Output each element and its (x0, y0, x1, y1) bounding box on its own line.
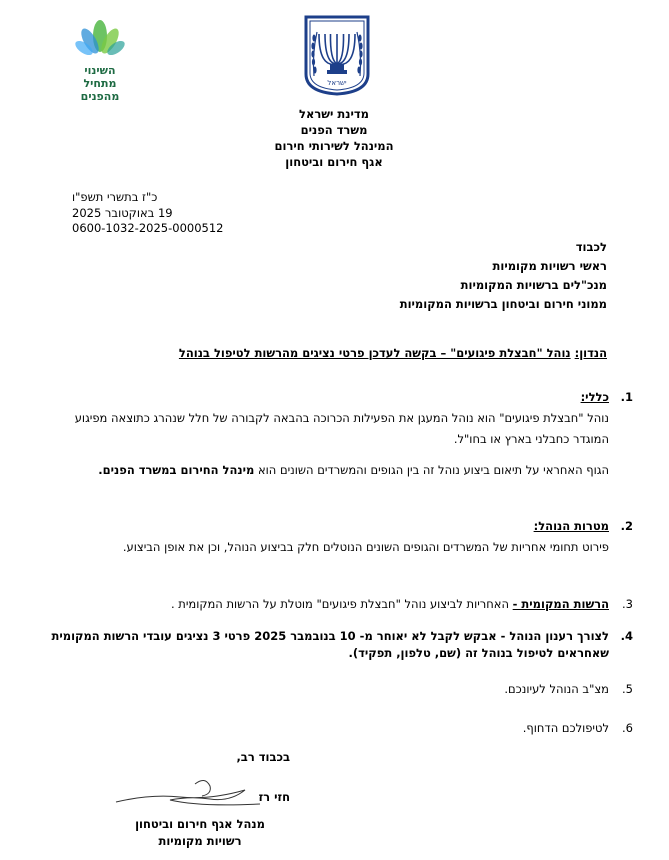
recipient-3: ממוני חירום וביטחון ברשויות המקומיות (399, 297, 607, 311)
section-5-number: 5. (622, 682, 633, 696)
signer-title-1: מנהל אגף חירום וביטחון (135, 817, 265, 831)
section-1-paragraph-2-text: הגוף האחראי על תיאום ביצוע נוהל זה בין הגופים והמשרדים השונים הוא (257, 463, 609, 477)
section-1-number: 1. (620, 390, 633, 404)
section-3 (49, 597, 633, 611)
closing: בכבוד רב, (236, 750, 290, 764)
letterhead (234, 106, 434, 170)
header-state: מדינת ישראל (299, 107, 369, 121)
ministry-logo (70, 16, 130, 108)
section-1-title: כללי: (580, 390, 609, 404)
signer-title-2: רשויות מקומיות (158, 834, 242, 848)
recipients-honor: לכבוד (575, 240, 607, 254)
section-4-text: לצורך רענון הנוהל - אבקש לקבל לא יאוחר מ- 10 בנובמבר 2025 פרטי 3 נציגים עובדי הרשות המקומית שאחראים לטיפול בנוהל זה (שם, טלפון, תפקיד). (51, 629, 609, 660)
logo-text-3: מהפנים (80, 90, 120, 103)
signer-title (110, 816, 290, 850)
section-5-text: מצ"ב הנוהל לעיונכם. (504, 682, 609, 696)
section-6 (49, 721, 633, 735)
menorah-emblem-icon (303, 14, 371, 96)
section-4-number: 4. (620, 629, 633, 643)
logo-text-1: השינוי (84, 64, 116, 77)
section-5 (49, 682, 633, 696)
section-1 (49, 390, 633, 481)
section-2-title: מטרות הנוהל: (533, 519, 609, 533)
header-directorate: המינהל לשירותי חירום (274, 139, 394, 153)
section-1-paragraph-2-bold: מינהל החירום במשרד הפנים. (98, 463, 255, 477)
leaf-logo-icon (70, 16, 130, 60)
section-2-number: 2. (620, 519, 633, 533)
section-1-paragraph-1: נוהל "חבצלת פיגועים" הוא נוהל המעגן את הפעילות הכרוכה בהבאה לקבורה של חלל שנהרג כתוצאה מפיגוע המוגדר כחבלני בארץ או בחו"ל. (74, 411, 609, 446)
recipients (187, 238, 607, 314)
section-6-text: לטיפולכם הדחוף. (522, 721, 609, 735)
section-6-number: 6. (622, 721, 633, 735)
section-3-bold: הרשות המקומית - (512, 597, 609, 611)
recipient-1: ראשי רשויות מקומיות (492, 259, 607, 273)
logo-text-2: מתחיל (83, 77, 117, 90)
reference-number: 0600-1032-2025-0000512 (72, 221, 224, 235)
hebrew-date: כ"ז בתשרי תשפ"ו (72, 190, 158, 204)
header-ministry: משרד הפנים (300, 123, 368, 137)
signer-name: חזי רז (258, 790, 290, 804)
subject-line (47, 346, 607, 360)
subject-text: נוהל "חבצלת פיגועים" – בקשה לעדכן פרטי נציגים מהרשות לטיפול בנוהל (178, 346, 571, 360)
subject-label: הנדון: (574, 346, 607, 360)
state-emblem (303, 14, 371, 96)
section-4 (49, 628, 633, 662)
section-2-paragraph: פירוט תחומי אחריות של המשרדים והגופים השונים הנוטלים חלק בביצוע הנוהל, וכן את אופן הביצוע. (122, 540, 609, 554)
recipient-2: מנכ"לים ברשויות המקומיות (460, 278, 607, 292)
section-3-text: האחריות לביצוע נוהל "חבצלת פיגועים" מוטלת על הרשות המקומית . (170, 597, 509, 611)
section-2 (49, 519, 633, 558)
section-1-paragraph-2 (49, 460, 609, 481)
date-block (72, 190, 223, 237)
gregorian-date: 19 באוקטובר 2025 (72, 205, 173, 220)
header-division: אגף חירום וביטחון (285, 155, 383, 169)
section-3-number: 3. (622, 597, 633, 611)
emblem-caption: ישראל (327, 79, 347, 87)
